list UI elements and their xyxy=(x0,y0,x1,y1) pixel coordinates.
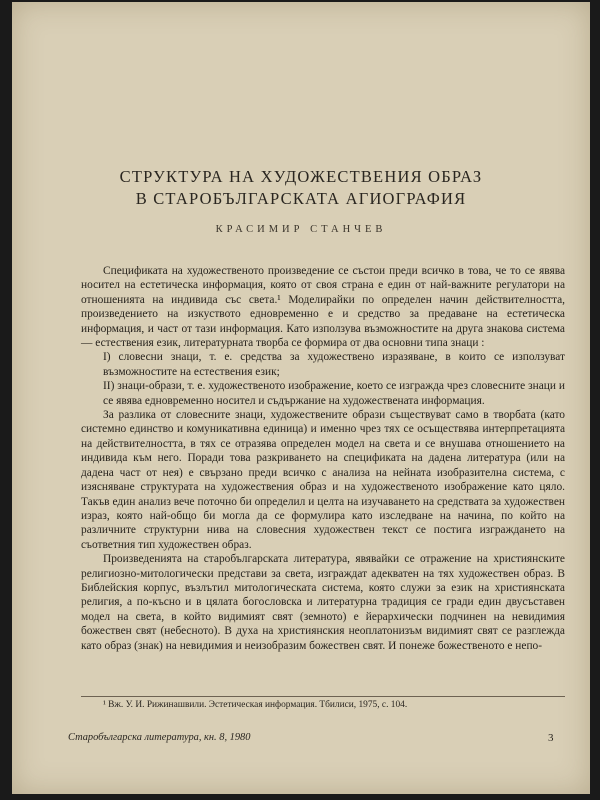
list-item-1: I) словесни знаци, т. е. средства за художествено изразяване, в които се използуват възможностите на естествения език; xyxy=(103,351,565,378)
paragraph-2: За разлика от словесните знаци, художествените образи съществуват само в творбата (като системно единство и комуникативна единица) и именно чрез тях се осъществява интерпретацията на действителността, в тях се отразява определен модел на света и се внушава отношението на индивида към него. Поради това разкриването на спецификата на дадена литература (или на дадена част от нея) е свързано преди всичко с анализа на нейната изобразителна система, с изясняване структурата на художествения образ и на художественото изображение като цяло. Такъв един анализ вече поточно би определил и целта на изучаването на средствата за художествен израз, която най-общо би могла да се формулира като изследване на начина, по който на различните структурни нива на словесния художествен текст се постига изграждането на съответния тип художествен образ. xyxy=(81,409,565,551)
paragraph-1: Спецификата на художественото произведение се състои преди всичко в това, че то се явява носител на естетическа информация, която от своя страна е един от най-важните регулатори на отношенията на индивида със света.¹ Моделирайки по определен начин действителността, произведението на изкуството едновременно е и средство за предаване на естетическа информация, и част от тази информация. Като използува възможностите на друга знакова система — естествения език, литературната творба се формира от два основни типа знаци : xyxy=(81,265,565,350)
page-number: 3 xyxy=(548,732,554,744)
title-line-1: СТРУКТУРА НА ХУДОЖЕСТВЕНИЯ ОБРАЗ xyxy=(119,167,483,186)
list-item-2: II) знаци-образи, т. е. художественото изображение, което се изгражда чрез словесните знаци и се явява едновременно носител и съдържание на художествената информация. xyxy=(103,380,565,407)
article-title xyxy=(12,166,590,210)
journal-citation: Старобългарска литература, кн. 8, 1980 xyxy=(68,732,251,743)
paragraph-3: Произведенията на старобългарската литература, явявайки се отражение на християнските религиозно-митологически представи за света, изграждат адекватен на тях художествен образ. В Библейския корпус, възлътил митологическата система, която служи за език на християнската религия, а по-късно и в цялата богословска и литературна традиция се гради един двусъставен модел на света, в който видимият свят (земното) е йерархически подчинен на невидимия божествен свят (небесното). В духа на християнския неоплатонизъм видимият свят се разглежда като образ (знак) на невидимия и неизобразим божествен свят. И понеже божественото е непо- xyxy=(81,553,565,652)
author-name: КРАСИМИР СТАНЧЕВ xyxy=(215,224,387,235)
title-line-2: В СТАРОБЪЛГАРСКАТА АГИОГРАФИЯ xyxy=(135,189,467,208)
journal-page xyxy=(12,2,590,794)
article-body xyxy=(81,264,565,653)
footnote: ¹ Вж. У. И. Рижинашвили. Эстетическая информация. Тбилиси, 1975, с. 104. xyxy=(81,696,565,710)
